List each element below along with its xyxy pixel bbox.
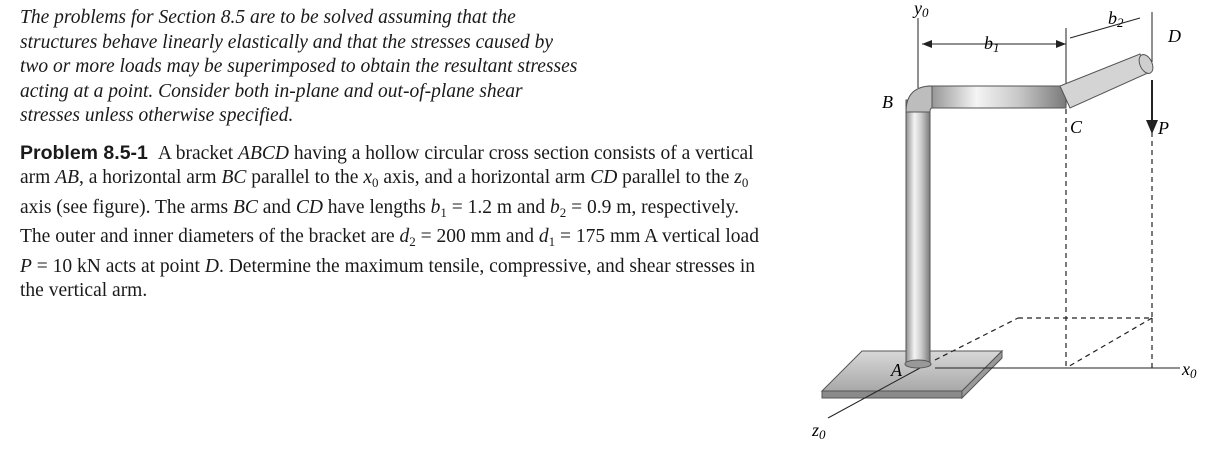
problem-text: and bbox=[257, 196, 296, 218]
label-point-d: D bbox=[1168, 26, 1181, 46]
var-b2: b bbox=[550, 196, 560, 218]
var-d2-sub: 2 bbox=[409, 234, 416, 249]
problem-text: axis, and a horizontal arm bbox=[378, 167, 591, 188]
section-intro bbox=[20, 6, 760, 129]
problem-text: have lengths bbox=[322, 196, 431, 218]
var-x: x bbox=[363, 167, 372, 188]
var-abcd: ABCD bbox=[238, 142, 289, 164]
dim-b1-arrow-left bbox=[922, 40, 932, 48]
problem-text: = 10 kN acts at point bbox=[31, 255, 205, 277]
var-d2: d bbox=[399, 226, 410, 247]
label-dim-b2: b2 bbox=[1108, 8, 1124, 30]
var-bc: BC bbox=[232, 196, 258, 218]
var-z: z bbox=[734, 167, 742, 188]
var-b1: b bbox=[430, 196, 441, 218]
var-b2-sub: 2 bbox=[559, 204, 567, 220]
bracket-diagram bbox=[790, 0, 1212, 469]
intro-line-4: acting at a point. Consider both in-plane and out-of-plane shear bbox=[20, 80, 523, 102]
var-bc: BC bbox=[221, 167, 247, 188]
arm-ab-base bbox=[905, 360, 931, 368]
var-x-sub: 0 bbox=[371, 175, 379, 190]
problem-text: = 0.9 m, respectively. The outer and inner diameters of the bracket are bbox=[20, 196, 739, 247]
label-point-c: C bbox=[1070, 117, 1083, 137]
var-cd: CD bbox=[590, 167, 618, 188]
label-z-axis: z0 bbox=[812, 420, 826, 442]
problem-text: = 1.2 m and bbox=[446, 196, 550, 218]
bend-b bbox=[906, 86, 932, 112]
var-ab: AB bbox=[55, 167, 80, 188]
problem-statement bbox=[20, 141, 760, 304]
problem-text: , a horizontal arm bbox=[79, 167, 222, 188]
problem-text: parallel to the bbox=[617, 167, 735, 188]
label-load-p: P bbox=[1158, 118, 1169, 138]
var-d-point: D bbox=[204, 255, 219, 277]
dim-b2-line bbox=[1070, 18, 1140, 38]
problem-text: axis (see figure). The arms bbox=[20, 196, 233, 218]
var-b1-sub: 1 bbox=[440, 204, 447, 220]
arm-ab bbox=[906, 100, 930, 364]
var-p: P bbox=[20, 255, 32, 277]
problem-text: = 175 mm A vertical load bbox=[555, 226, 759, 247]
label-point-a: A bbox=[891, 360, 902, 380]
var-d1-sub: 1 bbox=[548, 234, 556, 249]
var-d1: d bbox=[538, 226, 549, 247]
var-z-sub: 0 bbox=[741, 175, 749, 190]
problem-text: parallel to the bbox=[246, 167, 364, 188]
label-x-axis: x0 bbox=[1182, 359, 1197, 381]
arm-cd bbox=[1060, 54, 1150, 108]
label-dim-b1: b1 bbox=[984, 33, 1000, 55]
dim-b1-arrow-right bbox=[1056, 40, 1066, 48]
bracket-figure bbox=[790, 0, 1212, 469]
text-column bbox=[20, 6, 760, 304]
base-plate-front bbox=[822, 391, 962, 398]
problem-label: Problem 8.5-1 bbox=[20, 141, 148, 164]
load-arrow-head bbox=[1146, 120, 1158, 134]
intro-line-3: two or more loads may be superimposed to obtain the resultant stresses bbox=[20, 56, 578, 77]
intro-line-5: stresses unless otherwise specified. bbox=[20, 105, 294, 126]
label-y-axis: y0 bbox=[914, 0, 929, 20]
problem-text: having a hollow circular cross section consists of a vertical arm bbox=[20, 142, 754, 188]
problem-text: = 200 mm and bbox=[415, 226, 539, 247]
problem-text: . Determine the maximum tensile, compressive, and shear stresses in the vertical arm. bbox=[20, 255, 756, 301]
intro-line-2: structures behave linearly elastically and that the stresses caused by bbox=[20, 31, 554, 53]
arm-bc bbox=[928, 86, 1066, 108]
label-point-b: B bbox=[882, 92, 893, 112]
dashed-guides bbox=[935, 100, 1152, 368]
intro-line-1: The problems for Section 8.5 are to be solved assuming that the bbox=[20, 7, 516, 28]
var-cd: CD bbox=[295, 196, 323, 218]
problem-text: A bracket bbox=[157, 142, 239, 164]
